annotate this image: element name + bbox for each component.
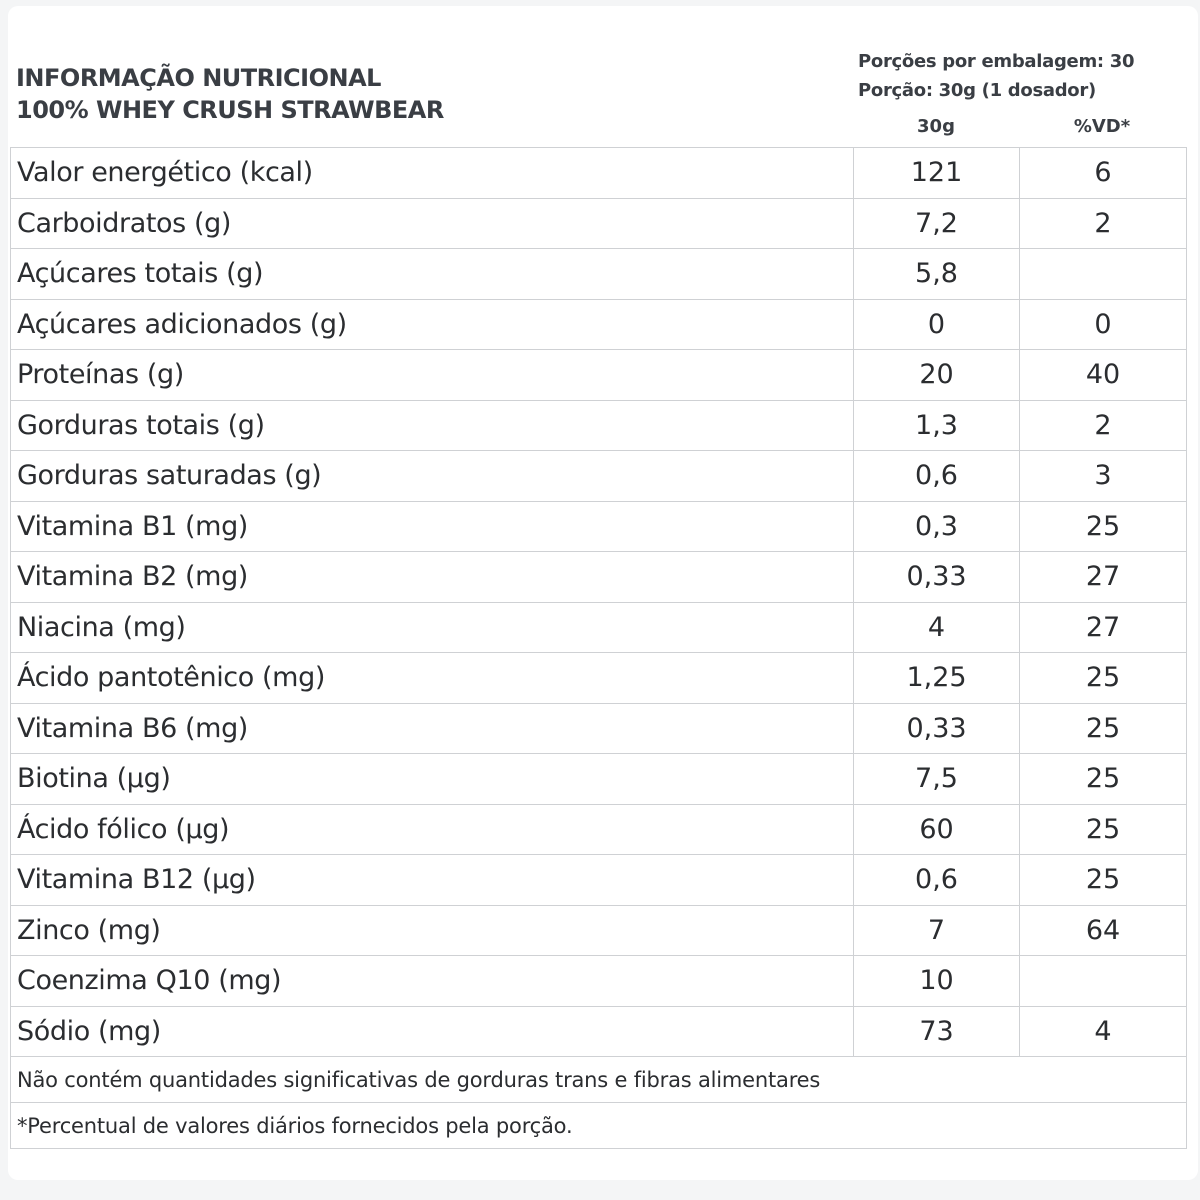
nutrient-name: Niacina (mg) xyxy=(11,602,854,653)
nutrient-row xyxy=(11,855,1187,906)
nutrient-name: Ácido fólico (µg) xyxy=(11,804,854,855)
nutrient-row xyxy=(11,451,1187,502)
nutrient-name: Sódio (mg) xyxy=(11,1006,854,1057)
nutrient-row xyxy=(11,754,1187,805)
label-title xyxy=(16,62,444,126)
nutrient-row xyxy=(11,703,1187,754)
nutrient-row xyxy=(11,804,1187,855)
nutrient-quantity: 10 xyxy=(854,956,1020,1007)
nutrient-name: Vitamina B2 (mg) xyxy=(11,552,854,603)
nutrient-quantity: 1,3 xyxy=(854,400,1020,451)
nutrient-daily-value: 25 xyxy=(1020,855,1187,906)
nutrient-daily-value: 40 xyxy=(1020,350,1187,401)
footnote-row xyxy=(11,1103,1187,1149)
nutrient-daily-value: 25 xyxy=(1020,653,1187,704)
nutrient-daily-value: 25 xyxy=(1020,804,1187,855)
nutrient-daily-value: 27 xyxy=(1020,552,1187,603)
servings-per-package: Porções por embalagem: 30 xyxy=(858,51,1135,72)
nutrient-row xyxy=(11,956,1187,1007)
nutrient-row xyxy=(11,552,1187,603)
nutrient-name: Vitamina B1 (mg) xyxy=(11,501,854,552)
nutrient-name: Gorduras saturadas (g) xyxy=(11,451,854,502)
nutrient-row xyxy=(11,1006,1187,1057)
nutrition-table xyxy=(10,147,1187,1149)
nutrient-daily-value: 25 xyxy=(1020,703,1187,754)
nutrient-name: Coenzima Q10 (mg) xyxy=(11,956,854,1007)
footnote-not-significant: Não contém quantidades significativas de gorduras trans e fibras alimentares xyxy=(11,1057,1187,1103)
nutrient-daily-value: 6 xyxy=(1020,148,1187,199)
nutrient-quantity: 7,5 xyxy=(854,754,1020,805)
nutrient-quantity: 121 xyxy=(854,148,1020,199)
nutrient-quantity: 4 xyxy=(854,602,1020,653)
nutrient-quantity: 0,33 xyxy=(854,703,1020,754)
nutrient-row xyxy=(11,148,1187,199)
title-line-2: 100% WHEY CRUSH STRAWBEAR xyxy=(16,96,444,124)
footnote-row xyxy=(11,1057,1187,1103)
nutrient-quantity: 0 xyxy=(854,299,1020,350)
nutrient-daily-value: 2 xyxy=(1020,198,1187,249)
nutrient-row xyxy=(11,653,1187,704)
nutrient-row xyxy=(11,350,1187,401)
nutrient-name: Valor energético (kcal) xyxy=(11,148,854,199)
footnote-daily-value: *Percentual de valores diários fornecidos pela porção. xyxy=(11,1103,1187,1149)
nutrient-quantity: 5,8 xyxy=(854,249,1020,300)
nutrient-daily-value: 2 xyxy=(1020,400,1187,451)
serving-size: Porção: 30g (1 dosador) xyxy=(858,80,1096,101)
nutrient-daily-value xyxy=(1020,249,1187,300)
nutrient-daily-value: 4 xyxy=(1020,1006,1187,1057)
nutrient-quantity: 1,25 xyxy=(854,653,1020,704)
nutrient-row xyxy=(11,249,1187,300)
nutrient-quantity: 0,6 xyxy=(854,451,1020,502)
nutrient-daily-value xyxy=(1020,956,1187,1007)
nutrient-row xyxy=(11,299,1187,350)
nutrient-row xyxy=(11,501,1187,552)
nutrient-quantity: 20 xyxy=(854,350,1020,401)
nutrient-name: Vitamina B6 (mg) xyxy=(11,703,854,754)
nutrient-quantity: 0,6 xyxy=(854,855,1020,906)
nutrient-quantity: 7 xyxy=(854,905,1020,956)
nutrient-daily-value: 0 xyxy=(1020,299,1187,350)
nutrient-daily-value: 25 xyxy=(1020,501,1187,552)
nutrient-name: Vitamina B12 (µg) xyxy=(11,855,854,906)
nutrient-name: Açúcares adicionados (g) xyxy=(11,299,854,350)
nutrient-quantity: 60 xyxy=(854,804,1020,855)
column-header-quantity: 30g xyxy=(917,116,955,137)
nutrient-daily-value: 25 xyxy=(1020,754,1187,805)
nutrient-name: Ácido pantotênico (mg) xyxy=(11,653,854,704)
nutrient-name: Açúcares totais (g) xyxy=(11,249,854,300)
nutrient-row xyxy=(11,198,1187,249)
column-header-daily-value: %VD* xyxy=(1073,116,1131,137)
nutrient-quantity: 0,33 xyxy=(854,552,1020,603)
nutrient-row xyxy=(11,400,1187,451)
nutrition-table-body xyxy=(11,148,1187,1149)
title-line-1: INFORMAÇÃO NUTRICIONAL xyxy=(16,64,381,92)
nutrient-daily-value: 27 xyxy=(1020,602,1187,653)
nutrient-row xyxy=(11,602,1187,653)
nutrient-quantity: 7,2 xyxy=(854,198,1020,249)
nutrient-name: Gorduras totais (g) xyxy=(11,400,854,451)
nutrient-daily-value: 3 xyxy=(1020,451,1187,502)
nutrient-name: Biotina (µg) xyxy=(11,754,854,805)
nutrient-name: Proteínas (g) xyxy=(11,350,854,401)
nutrient-quantity: 0,3 xyxy=(854,501,1020,552)
serving-info xyxy=(858,47,1134,105)
nutrient-daily-value: 64 xyxy=(1020,905,1187,956)
nutrient-quantity: 73 xyxy=(854,1006,1020,1057)
nutrient-row xyxy=(11,905,1187,956)
nutrient-name: Carboidratos (g) xyxy=(11,198,854,249)
nutrient-name: Zinco (mg) xyxy=(11,905,854,956)
